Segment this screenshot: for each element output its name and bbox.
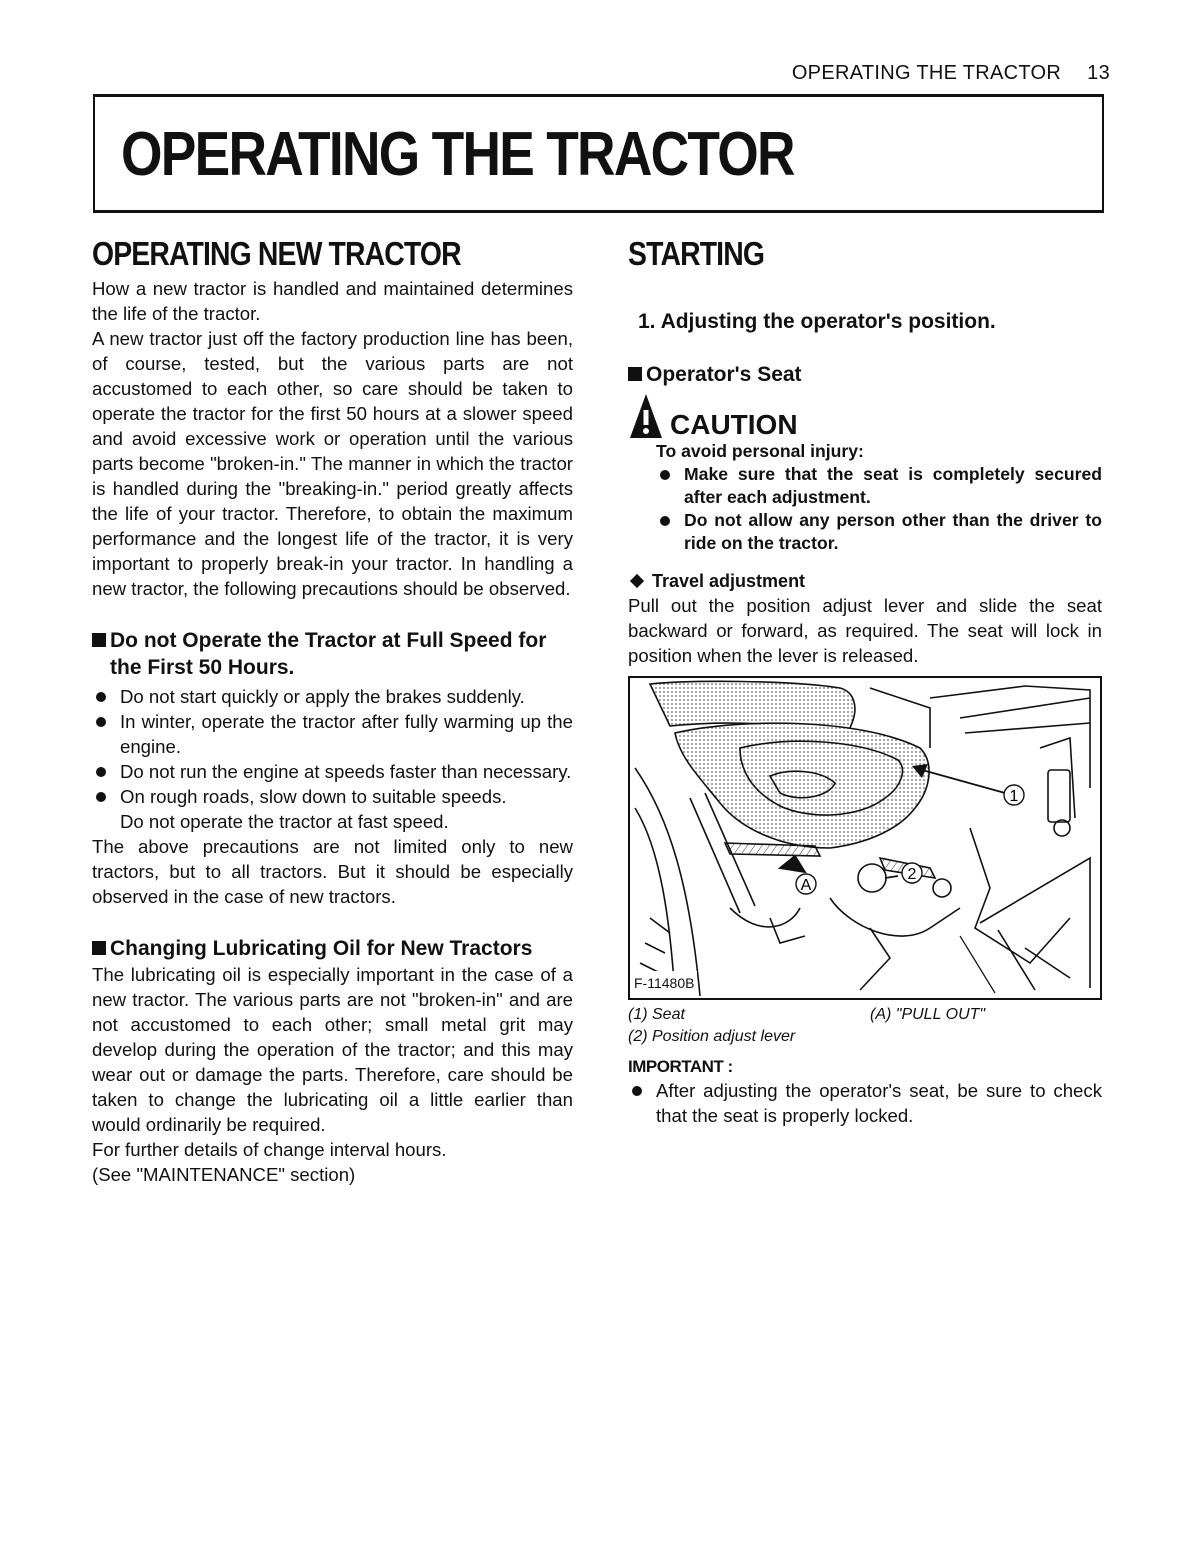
subheading-operators-seat: Operator's Seat (628, 361, 1102, 388)
figure-captions (628, 1004, 1102, 1048)
subheading-full-speed: Do not Operate the Tractor at Full Speed for the First 50 Hours. (92, 627, 573, 681)
caption-pull-out: (A) "PULL OUT" (870, 1006, 986, 1023)
caution-header (628, 388, 1102, 440)
figure-code: F-11480B (634, 971, 697, 996)
right-column (628, 232, 1102, 1128)
square-bullet-icon (628, 367, 642, 381)
caution-label: CAUTION (670, 409, 798, 440)
important-list (628, 1078, 1102, 1128)
caution-item: Do not allow any person other than the driver to ride on the tractor. (628, 509, 1102, 555)
section-title-new-tractor: OPERATING NEW TRACTOR (92, 235, 461, 272)
caution-item: Make sure that the seat is completely secured after each adjustment. (628, 463, 1102, 509)
callout-2: 2 (907, 866, 917, 883)
important-heading: IMPORTANT : (628, 1057, 733, 1076)
intro-paragraph-1: How a new tractor is handled and maintained determines the life of the tractor. (92, 278, 573, 324)
oil-paragraph: The lubricating oil is especially important in the case of a new tractor. The various parts are not "broken-in" and are not accustomed to each other; small metal grit may develop during the operation of the tractor; and this may wear out or damage the parts. Therefore, care should be taken to change the lubricating oil a little earlier than would ordinarily be required. (92, 964, 573, 1135)
oil-see-reference: (See "MAINTENANCE" section) (92, 1164, 356, 1185)
caption-lever: (2) Position adjust lever (628, 1028, 796, 1045)
page-title: OPERATING THE TRACTOR (121, 120, 794, 189)
seat-illustration (630, 678, 1100, 998)
caution-lead: To avoid personal injury: (656, 441, 864, 461)
diamond-bullet-icon (630, 574, 644, 588)
running-header (740, 62, 1110, 85)
list-item: Do not run the engine at speeds faster than necessary. (92, 759, 573, 784)
list-item: Do not start quickly or apply the brakes suddenly. (92, 684, 573, 709)
caption-seat: (1) Seat (628, 1006, 685, 1023)
step-heading: 1. Adjusting the operator's position. (638, 310, 996, 333)
precautions-note: The above precautions are not limited only to new tractors, but to all tractors. But it should be especially observed in the case of new tractors. (92, 836, 573, 907)
square-bullet-icon (92, 941, 106, 955)
callout-1: 1 (1009, 788, 1019, 805)
callout-a: A (800, 877, 812, 894)
square-bullet-icon (92, 633, 106, 647)
travel-paragraph: Pull out the position adjust lever and slide the seat backward or forward, as required. The seat will lock in position when the lever is released. (628, 595, 1102, 666)
subheading-lubricating-oil: Changing Lubricating Oil for New Tractors (92, 935, 573, 962)
travel-adjustment-heading: Travel adjustment (628, 569, 1102, 593)
important-item: After adjusting the operator's seat, be sure to check that the seat is properly locked. (628, 1078, 1102, 1128)
left-column (92, 232, 573, 1187)
title-box (93, 94, 1104, 213)
section-title-starting: STARTING (628, 235, 765, 272)
bullet-continuation: Do not operate the tractor at fast speed. (120, 811, 449, 832)
seat-figure (628, 676, 1102, 1000)
warning-triangle-icon (628, 392, 664, 440)
intro-paragraph-2: A new tractor just off the factory production line has been, of course, tested, but the various parts are not accustomed to each other, so care should be taken to operate the tractor for the first 50 hours at a slower speed and avoid excessive work or operation until the various parts become "broken-in." The manner in which the tractor is handled during the "breaking-in." period greatly affects the life of your tractor. Therefore, to obtain the maximum performance and the longest life of the tractor, it is very important to properly break-in your tractor. In handling a new tractor, the following precautions should be observed. (92, 328, 573, 599)
page-number: 13 (1087, 62, 1110, 84)
running-title: OPERATING THE TRACTOR (791, 62, 1062, 84)
list-item: On rough roads, slow down to suitable speeds. (92, 784, 573, 809)
caution-list (628, 463, 1102, 555)
precaution-list (92, 684, 573, 809)
list-item: In winter, operate the tractor after fully warming up the engine. (92, 709, 573, 759)
caution-body (628, 440, 1102, 555)
oil-further-details: For further details of change interval hours. (92, 1139, 447, 1160)
